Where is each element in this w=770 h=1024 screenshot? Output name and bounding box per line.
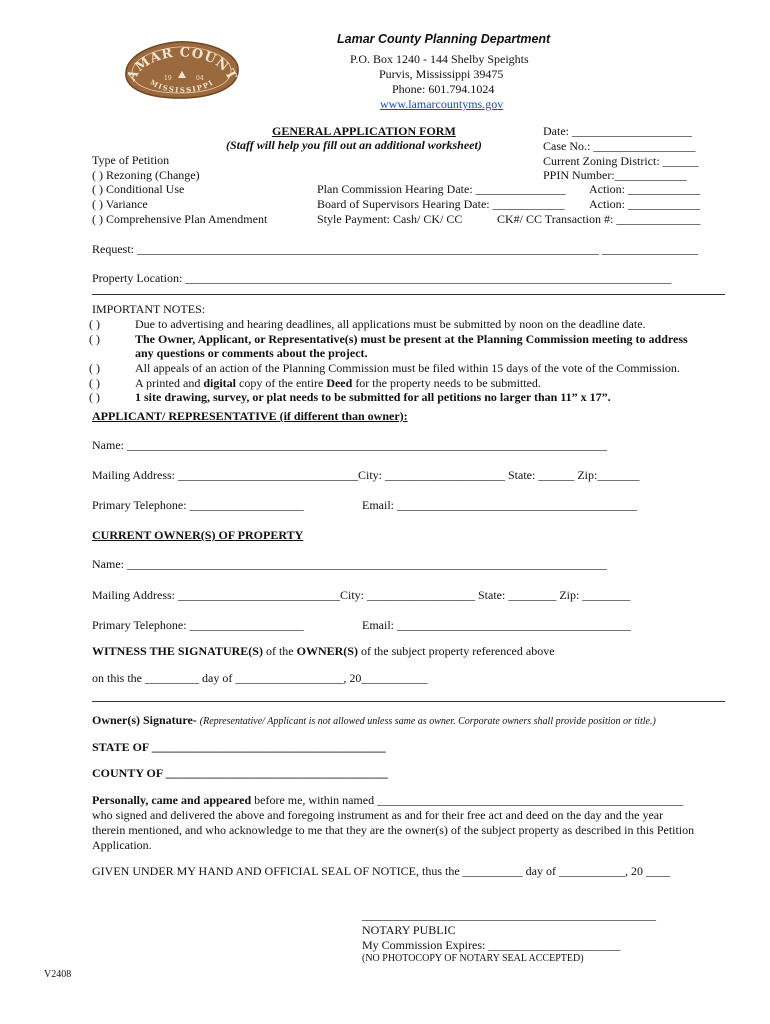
owner-mailing-field[interactable]: Mailing Address: ___________________________City: __________________ State: ________ Zip: ________ (92, 588, 631, 602)
note-site-drawing: 1 site drawing, survey, or plat needs to be submitted for all petitions no larger than 11” x 17”. (135, 390, 611, 404)
ck-cc-transaction[interactable]: CK#/ CC Transaction #: ______________ (497, 212, 701, 226)
department-phone: Phone: 601.794.1024 (392, 82, 495, 96)
version-label: V2408 (44, 969, 72, 980)
department-website-link[interactable]: www.lamarcountyms.gov (380, 97, 504, 111)
state-of-field[interactable]: STATE OF _______________________________________ (92, 740, 386, 754)
owner-heading: CURRENT OWNER(S) OF PROPERTY (92, 528, 304, 542)
notes-heading: IMPORTANT NOTES: (92, 302, 206, 316)
notary-line-3: therein mentioned, and who acknowledge to me that they are the owner(s) of the subject property as described in this Petition (92, 823, 695, 837)
plan-commission-hearing-date[interactable]: Plan Commission Hearing Date: _______________ (317, 182, 566, 196)
request-field[interactable]: Request: _____________________________________________________________________________ ________________ (92, 242, 698, 256)
divider (92, 294, 725, 295)
applicant-heading: APPLICANT/ REPRESENTATIVE (if different than owner): (92, 409, 408, 423)
note-checkbox[interactable]: ( ) (89, 317, 100, 331)
witness-owners: OWNER(S) (296, 644, 358, 658)
witness-rest: of the subject property referenced above (357, 644, 555, 658)
logo-year-left: 19 (164, 75, 172, 82)
note-attendance: The Owner, Applicant, or Representative(s) must be present at the Planning Commission meeting to address (135, 332, 688, 346)
note-deed-mid: copy of the entire (236, 376, 327, 390)
note-deed-word: Deed (326, 376, 353, 390)
logo-top-text: AMAR COUNT (124, 45, 240, 84)
note-checkbox[interactable]: ( ) (89, 376, 100, 390)
witness-of-the: of the (262, 644, 297, 658)
notary-signature-line[interactable]: _________________________________________________ (362, 908, 656, 922)
plan-commission-action[interactable]: Action: ____________ (589, 182, 700, 196)
personally-appeared: Personally, came and appeared (92, 793, 252, 807)
applicant-phone-field[interactable]: Primary Telephone: ___________________ (92, 498, 304, 512)
no-photocopy-note: (NO PHOTOCOPY OF NOTARY SEAL ACCEPTED) (362, 953, 584, 964)
board-supervisors-hearing-date[interactable]: Board of Supervisors Hearing Date: ____________ (317, 197, 565, 211)
case-number-field[interactable]: Case No.: _________________ (543, 139, 696, 153)
applicant-mailing-field[interactable]: Mailing Address: ______________________________City: ____________________ State: ______ Zip:_______ (92, 468, 640, 482)
date-field[interactable]: Date: ____________________ (543, 124, 692, 138)
notary-line-2: who signed and delivered the above and foregoing instrument as and for their free act and deed on the day and the year (92, 808, 664, 822)
county-logo (118, 38, 246, 100)
county-of-field[interactable]: COUNTY OF _____________________________________ (92, 766, 388, 780)
logo-bottom-text: MISSISSIPPI (148, 77, 216, 95)
logo-emblem (118, 38, 246, 100)
divider (92, 701, 725, 702)
ppin-number-field[interactable]: PPIN Number:____________ (543, 168, 687, 182)
notary-line-4: Application. (92, 838, 152, 852)
style-payment[interactable]: Style Payment: Cash/ CK/ CC (317, 212, 463, 226)
department-address: P.O. Box 1240 - 144 Shelby Speights (350, 52, 529, 66)
note-checkbox[interactable]: ( ) (89, 332, 100, 346)
department-city: Purvis, Mississippi 39475 (379, 67, 504, 81)
form-subtitle: (Staff will help you fill out an additional worksheet) (226, 138, 482, 152)
owner-name-field[interactable]: Name: ________________________________________________________________________________ (92, 557, 607, 571)
petition-option-comprehensive-plan[interactable]: ( ) Comprehensive Plan Amendment (92, 212, 268, 226)
witness-statement (92, 644, 555, 659)
petition-option-variance[interactable]: ( ) Variance (92, 197, 148, 211)
notary-public-label: NOTARY PUBLIC (362, 923, 456, 937)
petition-option-rezoning[interactable]: ( ) Rezoning (Change) (92, 168, 200, 182)
given-under-hand[interactable]: GIVEN UNDER MY HAND AND OFFICIAL SEAL OF NOTICE, thus the __________ day of ___________, 20 ____ (92, 864, 670, 878)
commission-expires-field[interactable]: My Commission Expires: ______________________ (362, 938, 621, 952)
notary-personally (92, 793, 683, 808)
owner-email-field[interactable]: Email: _______________________________________ (362, 618, 631, 632)
witness-signatures: WITNESS THE SIGNATURE(S) (92, 644, 263, 658)
note-deed-pre: A printed and (135, 376, 204, 390)
witness-date-field[interactable]: on this the _________ day of __________________, 20___________ (92, 671, 428, 685)
note-deed-post: for the property needs to be submitted. (352, 376, 541, 390)
logo-year-right: 04 (196, 75, 204, 82)
note-checkbox[interactable]: ( ) (89, 390, 100, 404)
owner-signature-row[interactable] (92, 713, 656, 728)
owner-signature-label: Owner(s) Signature- (92, 713, 197, 727)
board-supervisors-action[interactable]: Action: ____________ (589, 197, 700, 211)
petition-type-label: Type of Petition (92, 153, 170, 167)
applicant-email-field[interactable]: Email: ________________________________________ (362, 498, 637, 512)
form-title: GENERAL APPLICATION FORM (272, 124, 456, 138)
note-appeals: All appeals of an action of the Planning Commission must be filed within 15 days of the vote of the Commission. (135, 361, 680, 375)
personally-rest: before me, within named ___________________________________________________ (251, 793, 684, 807)
note-deed (135, 376, 541, 391)
applicant-name-field[interactable]: Name: ________________________________________________________________________________ (92, 438, 607, 452)
note-attendance-cont: any questions or comments about the project. (135, 346, 368, 360)
owner-phone-field[interactable]: Primary Telephone: ___________________ (92, 618, 304, 632)
department-name: Lamar County Planning Department (337, 32, 551, 46)
property-location-field[interactable]: Property Location: _________________________________________________________________________________ (92, 271, 672, 285)
petition-option-conditional-use[interactable]: ( ) Conditional Use (92, 182, 185, 196)
current-zoning-field[interactable]: Current Zoning District: ______ (543, 154, 699, 168)
note-checkbox[interactable]: ( ) (89, 361, 100, 375)
note-deed-digital: digital (203, 376, 236, 390)
owner-signature-note: (Representative/ Applicant is not allowed unless same as owner. Corporate owners shall provide position or title.) (199, 716, 656, 727)
note-deadline: Due to advertising and hearing deadlines, all applications must be submitted by noon on the deadline date. (135, 317, 646, 331)
